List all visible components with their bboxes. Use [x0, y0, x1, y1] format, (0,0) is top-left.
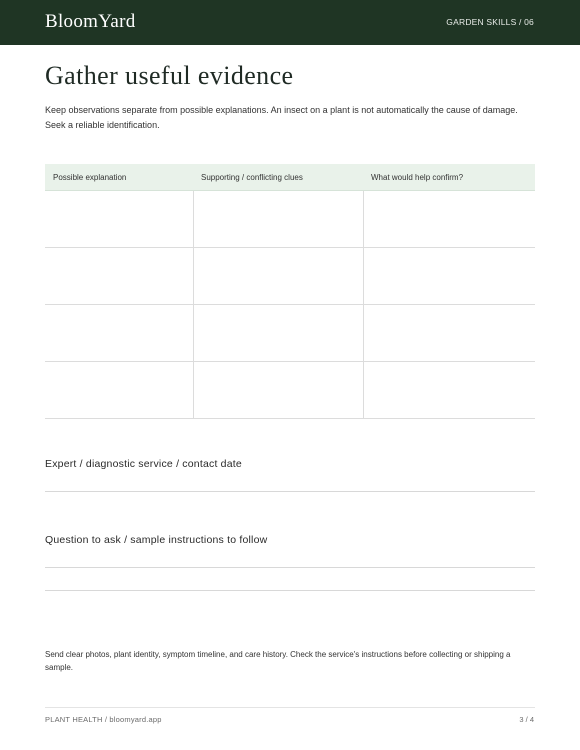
question-write-line-2[interactable] — [45, 590, 535, 591]
column-header-possible-explanation: Possible explanation — [45, 164, 193, 191]
intro-text: Keep observations separate from possible explanations. An insect on a plant is not automatically the cause of damage. Seek a reliable identification. — [45, 105, 518, 130]
question-write-line-1[interactable] — [45, 567, 535, 568]
top-bar — [0, 0, 580, 45]
table-cell-confirm[interactable] — [363, 191, 535, 248]
page-number: 3 / 4 — [519, 715, 534, 724]
footer-source: PLANT HEALTH / bloomyard.app — [45, 715, 162, 724]
table-cell-confirm[interactable] — [363, 362, 535, 419]
table-cell-clues[interactable] — [193, 305, 363, 362]
table-row — [45, 191, 535, 248]
table-cell-confirm[interactable] — [363, 305, 535, 362]
section-label: GARDEN SKILLS / 06 — [446, 17, 534, 27]
table-cell-clues[interactable] — [193, 191, 363, 248]
footer-divider — [45, 707, 535, 708]
column-header-confirm: What would help confirm? — [363, 164, 535, 191]
table-row — [45, 305, 535, 362]
table-cell-clues[interactable] — [193, 248, 363, 305]
page-title: Gather useful evidence — [45, 61, 294, 90]
table-cell-explanation[interactable] — [45, 362, 193, 419]
instructions-note: Send clear photos, plant identity, symptom timeline, and care history. Check the service's instructions before collecting or shipping a sample. — [45, 650, 511, 672]
evidence-table — [45, 164, 535, 419]
column-header-clues: Supporting / conflicting clues — [193, 164, 363, 191]
table-header-row — [45, 164, 535, 191]
expert-field-label: Expert / diagnostic service / contact date — [45, 458, 242, 470]
table-cell-clues[interactable] — [193, 362, 363, 419]
brand-logo: BloomYard — [45, 11, 136, 32]
question-field-label: Question to ask / sample instructions to follow — [45, 534, 268, 546]
table-row — [45, 248, 535, 305]
table-cell-explanation[interactable] — [45, 248, 193, 305]
table-cell-explanation[interactable] — [45, 191, 193, 248]
table-cell-explanation[interactable] — [45, 305, 193, 362]
expert-write-line[interactable] — [45, 491, 535, 492]
table-cell-confirm[interactable] — [363, 248, 535, 305]
table-row — [45, 362, 535, 419]
